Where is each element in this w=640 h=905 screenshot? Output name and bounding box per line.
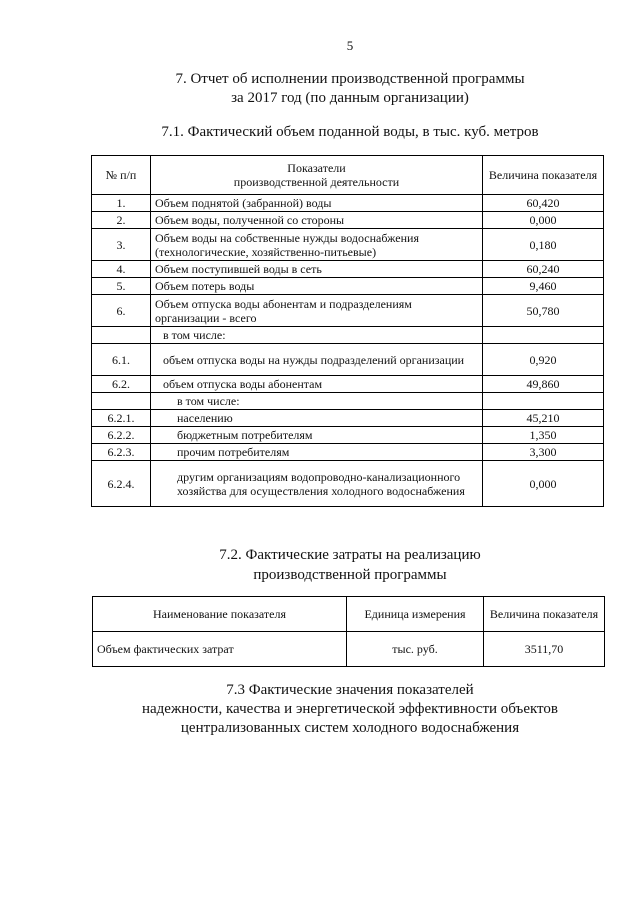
section-7-3-title-line-2: надежности, качества и энергетической эффективности объектов — [141, 701, 558, 717]
header-indicator-line-1: Показатели — [287, 161, 346, 175]
header-indicator-line-2: производственной деятельности — [233, 175, 400, 189]
table-row — [92, 344, 604, 376]
row-value — [483, 327, 604, 344]
row-value: 0,000 — [483, 212, 604, 229]
row-value: 60,240 — [483, 261, 604, 278]
section-7-2-title — [90, 545, 610, 585]
table-row — [92, 327, 604, 344]
table-row — [92, 229, 604, 261]
row-value: 0,920 — [483, 344, 604, 376]
table-row — [92, 427, 604, 444]
section-7-1-title: 7.1. Фактический объем поданной воды, в тыс. куб. метров — [161, 124, 539, 140]
row-value: 45,210 — [483, 410, 604, 427]
row-label: Объем потерь воды — [151, 278, 483, 295]
row-no: 6.2.3. — [92, 444, 151, 461]
header-indicator — [151, 156, 483, 195]
table-row — [92, 444, 604, 461]
row-no: 6.2.2. — [92, 427, 151, 444]
table-header-row — [92, 156, 604, 195]
row-value: 1,350 — [483, 427, 604, 444]
table-row — [92, 278, 604, 295]
page-number: 5 — [346, 38, 354, 53]
section-7-2-title-line-1: 7.2. Фактические затраты на реализацию — [219, 547, 481, 563]
table-row — [92, 410, 604, 427]
row-label: прочим потребителям — [151, 444, 483, 461]
row-no: 4. — [92, 261, 151, 278]
water-volume-table — [91, 155, 604, 507]
row-label: Объем поднятой (забранной) воды — [151, 195, 483, 212]
row-no: 6.2.4. — [92, 461, 151, 507]
row-value: 3511,70 — [484, 632, 605, 667]
row-no — [92, 327, 151, 344]
row-label: в том числе: — [151, 393, 483, 410]
table-row — [93, 632, 605, 667]
row-no: 6. — [92, 295, 151, 327]
table-row — [92, 376, 604, 393]
row-label: Объем поступившей воды в сеть — [151, 261, 483, 278]
row-label: объем отпуска воды абонентам — [151, 376, 483, 393]
row-label: объем отпуска воды на нужды подразделений организации — [151, 344, 483, 376]
table-row — [92, 195, 604, 212]
row-no: 6.2.1. — [92, 410, 151, 427]
section-7-3-title-line-1: 7.3 Фактические значения показателей — [226, 682, 474, 698]
table-row — [92, 295, 604, 327]
section-7-3-title-line-3: централизованных систем холодного водоснабжения — [180, 720, 520, 736]
section-7-3-title — [90, 681, 610, 738]
section-7-2-title-line-2: производственной программы — [253, 567, 447, 583]
row-value — [483, 393, 604, 410]
table-row — [92, 212, 604, 229]
row-value: 60,420 — [483, 195, 604, 212]
costs-table — [92, 596, 605, 667]
header-value: Величина показателя — [483, 156, 604, 195]
header-no: № п/п — [92, 156, 151, 195]
row-value: 50,780 — [483, 295, 604, 327]
row-no: 1. — [92, 195, 151, 212]
table-row — [92, 461, 604, 507]
row-label: бюджетным потребителям — [151, 427, 483, 444]
table-header-row — [93, 597, 605, 632]
row-no — [92, 393, 151, 410]
row-unit: тыс. руб. — [347, 632, 484, 667]
row-value: 0,000 — [483, 461, 604, 507]
row-label: Объем отпуска воды абонентам и подразделениям организации - всего — [151, 295, 483, 327]
row-label: Объем воды на собственные нужды водоснабжения (технологические, хозяйственно-питьевые) — [151, 229, 483, 261]
row-no: 6.2. — [92, 376, 151, 393]
row-label: в том числе: — [151, 327, 483, 344]
row-no: 3. — [92, 229, 151, 261]
section-7-title-line-2: за 2017 год (по данным организации) — [231, 90, 469, 106]
row-no: 2. — [92, 212, 151, 229]
header-value: Величина показателя — [484, 597, 605, 632]
row-value: 3,300 — [483, 444, 604, 461]
header-name: Наименование показателя — [93, 597, 347, 632]
table-row — [92, 261, 604, 278]
table-row — [92, 393, 604, 410]
header-unit: Единица измерения — [347, 597, 484, 632]
row-name: Объем фактических затрат — [93, 632, 347, 667]
row-label: Объем воды, полученной со стороны — [151, 212, 483, 229]
row-no: 5. — [92, 278, 151, 295]
row-value: 9,460 — [483, 278, 604, 295]
row-label: населению — [151, 410, 483, 427]
row-no: 6.1. — [92, 344, 151, 376]
row-value: 49,860 — [483, 376, 604, 393]
section-7-title-line-1: 7. Отчет об исполнении производственной программы — [175, 71, 525, 87]
row-label: другим организациям водопроводно-канализационного хозяйства для осуществления холодного водоснабжения — [151, 461, 483, 507]
row-value: 0,180 — [483, 229, 604, 261]
section-7-title — [90, 70, 610, 108]
